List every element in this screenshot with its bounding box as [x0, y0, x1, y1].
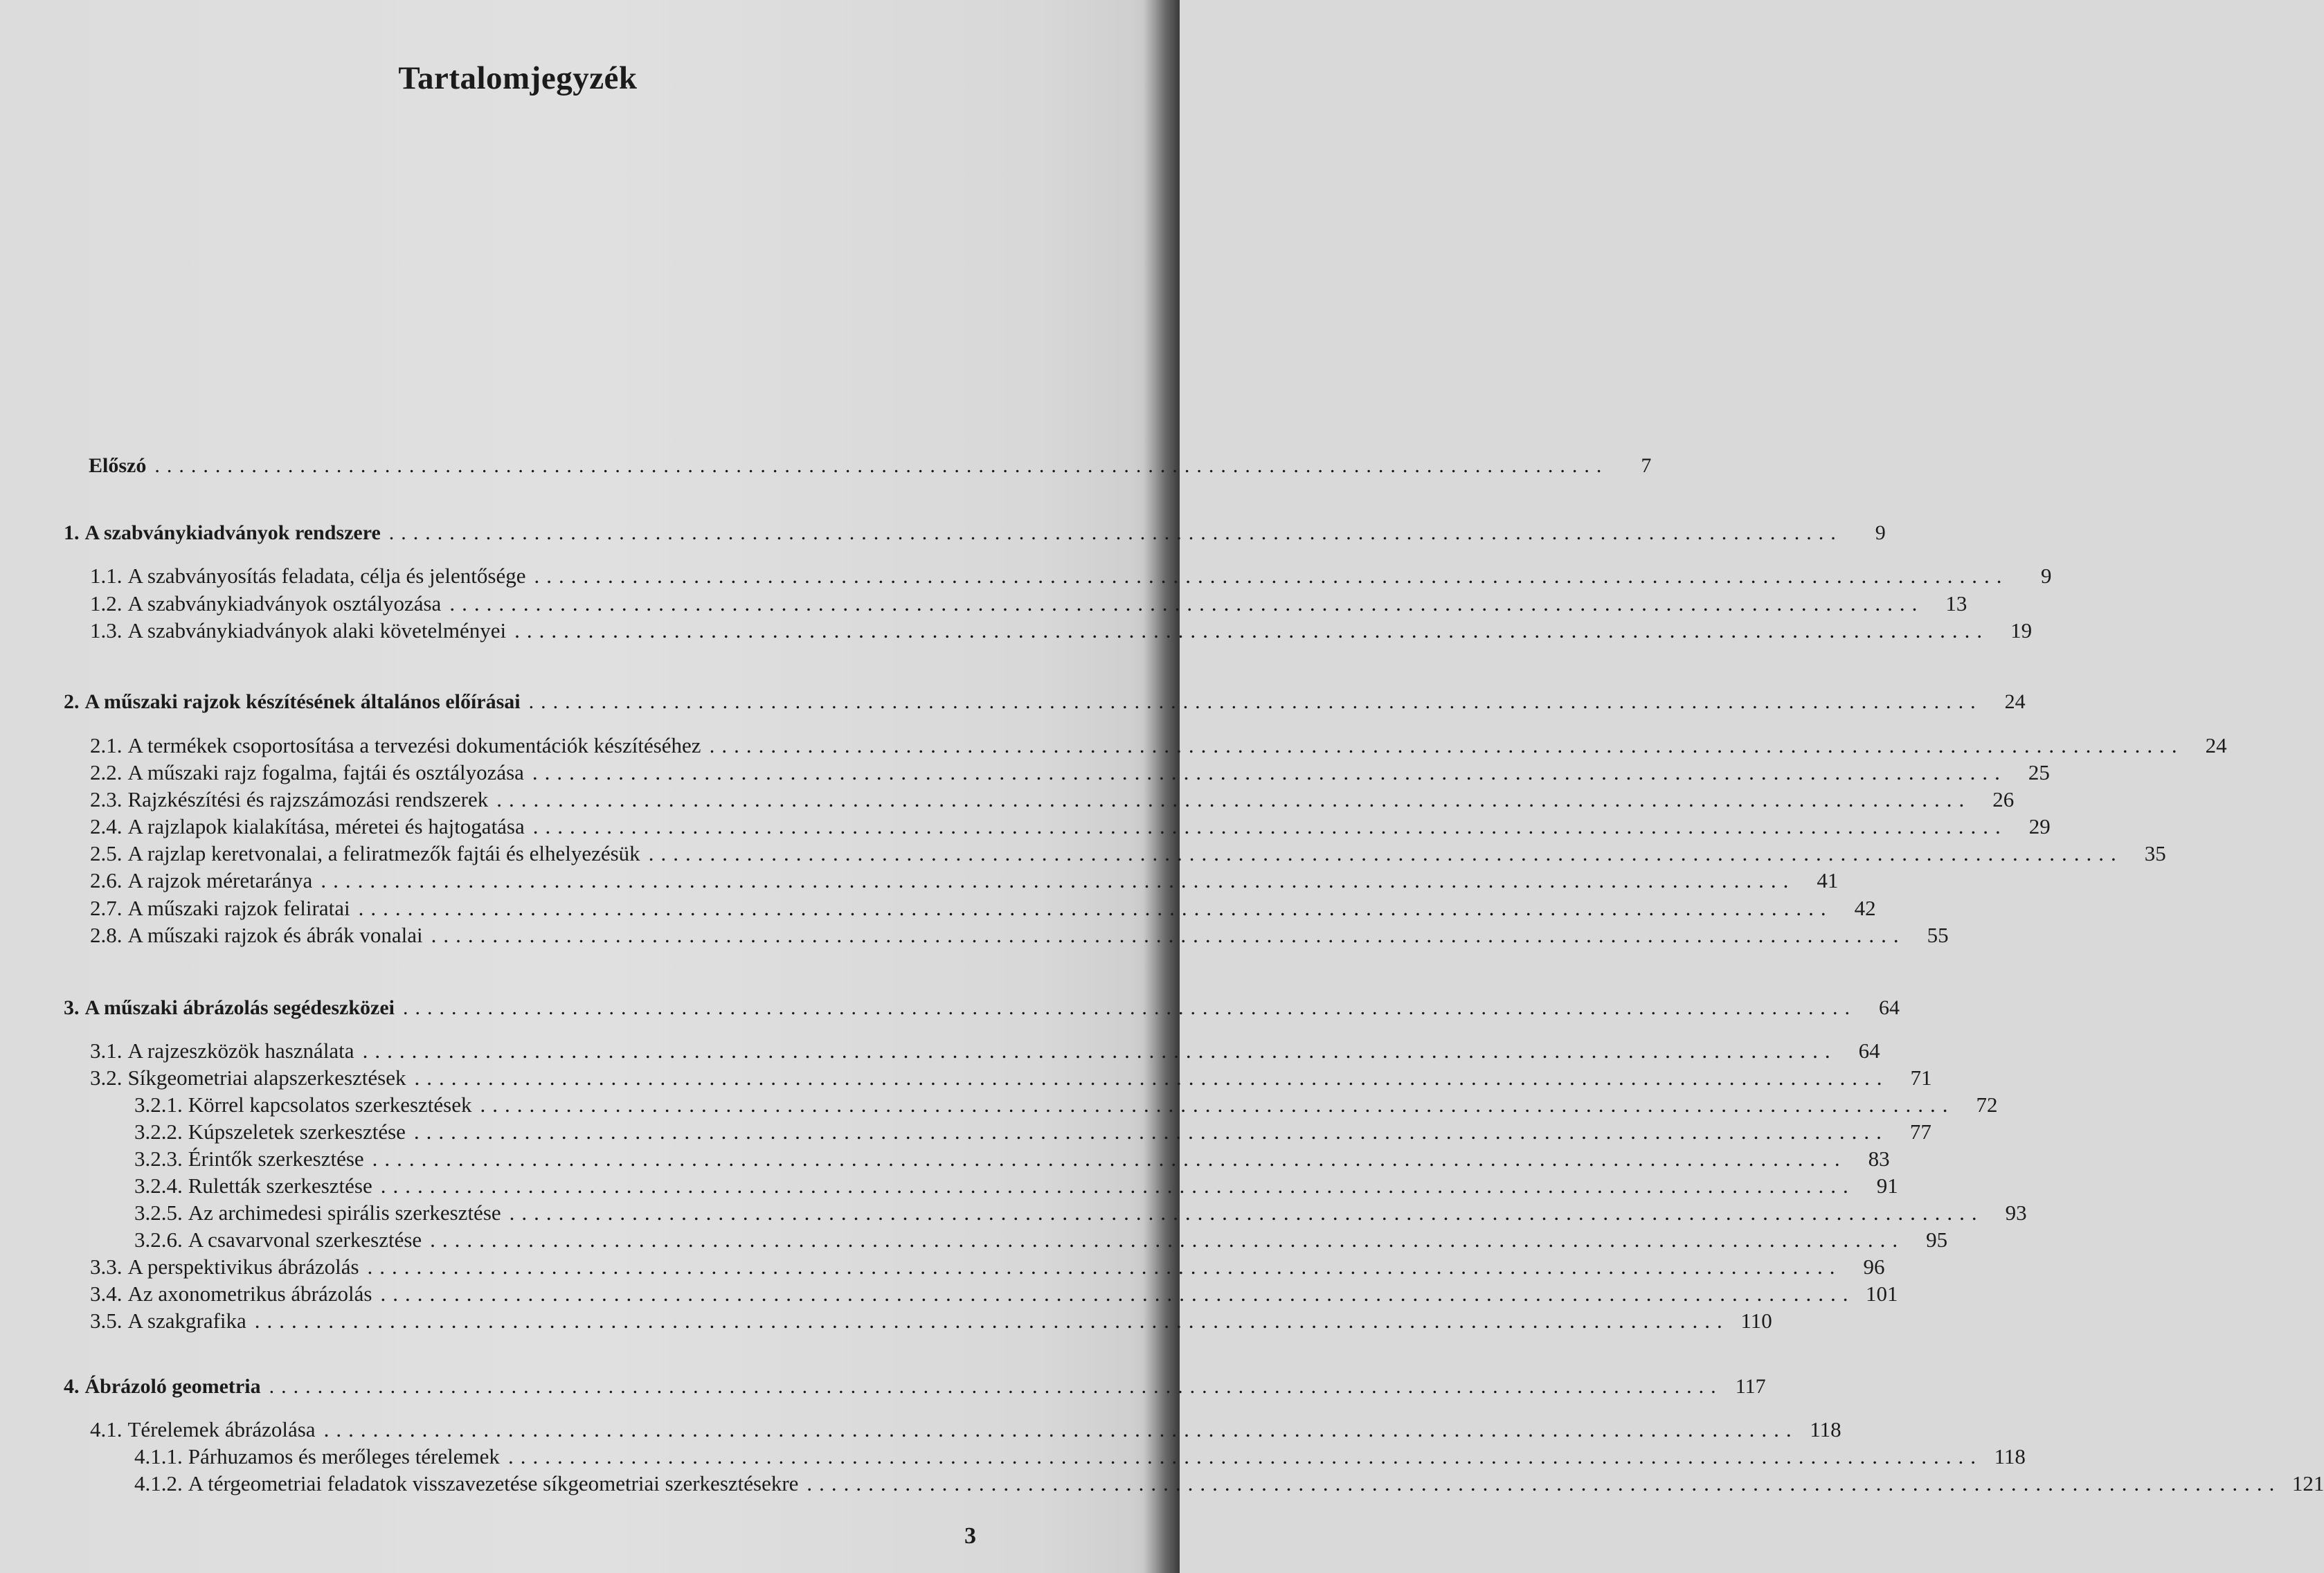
- dot-leader: ........................................................................................................................: [380, 1174, 1855, 1198]
- toc-entry-number: 3.5.: [90, 1309, 123, 1333]
- toc-entry-page: 42: [1854, 896, 1876, 920]
- page-title: Tartalomjegyzék: [398, 60, 638, 96]
- toc-entry: [64, 521, 1886, 546]
- toc-entry: [134, 1444, 2026, 1469]
- dot-leader: ........................................................................................................................: [528, 690, 1983, 713]
- toc-entry-label: A rajzlap keretvonalai, a feliratmezők fajtái és elhelyezésük: [127, 841, 640, 865]
- toc-entry: [64, 1374, 1766, 1399]
- toc-entry-page: 29: [2028, 814, 2051, 838]
- toc-entry: [90, 814, 2051, 839]
- toc-entry-number: 2.6.: [90, 868, 123, 892]
- toc-entry: [90, 733, 2227, 758]
- toc-entry-label: A szabványkiadványok osztályozása: [127, 591, 442, 615]
- toc-entry: [90, 1309, 1772, 1333]
- toc-entry-label: Előszó: [89, 454, 147, 477]
- toc-entry-number: 2.2.: [90, 760, 123, 784]
- dot-leader: ........................................................................................................................: [509, 1201, 1984, 1225]
- page-number: 3: [964, 1523, 976, 1549]
- toc-entry-page: 93: [2005, 1201, 2027, 1225]
- dot-leader: ........................................................................................................................: [532, 814, 2008, 838]
- toc-entry-number: 3.1.: [90, 1039, 123, 1063]
- toc-entry-label: A műszaki rajzok feliratai: [127, 896, 350, 920]
- toc-entry-label: A műszaki ábrázolás segédeszközei: [84, 996, 395, 1019]
- toc-entry: [90, 1282, 1898, 1306]
- toc-entry-label: Párhuzamos és merőleges térelemek: [188, 1444, 500, 1468]
- toc-entry-label: Térelemek ábrázolása: [127, 1417, 316, 1441]
- toc-entry-label: A szabványosítás feladata, célja és jelentősége: [127, 564, 526, 588]
- toc-entry: [90, 896, 1876, 921]
- toc-entry-label: A szakgrafika: [127, 1309, 246, 1333]
- toc-entry: [64, 996, 1900, 1021]
- toc-entry: [134, 1228, 1948, 1252]
- toc-entry: [134, 1147, 1890, 1171]
- dot-leader: ........................................................................................................................: [532, 760, 2007, 784]
- toc-entry-label: Az axonometrikus ábrázolás: [127, 1282, 372, 1306]
- toc-entry: [90, 923, 1949, 948]
- dot-leader: ........................................................................................................................: [449, 591, 1925, 615]
- toc-entry-label: A rajzok méretaránya: [127, 868, 313, 892]
- toc-entry-label: Kúpszeletek szerkesztése: [188, 1120, 406, 1144]
- toc-entry: [90, 1039, 1880, 1063]
- toc-entry-number: 3.2.5.: [134, 1201, 183, 1225]
- dot-leader: ........................................................................................................................: [431, 923, 1906, 947]
- toc-entry: [134, 1120, 1931, 1144]
- dot-leader: ........................................................................................................................: [388, 521, 1843, 544]
- toc-entry-page: 83: [1868, 1147, 1890, 1171]
- toc-entry-number: 2.4.: [90, 814, 123, 838]
- toc-entry-label: A műszaki rajz fogalma, fajtái és osztályozása: [127, 760, 524, 784]
- toc-entry-page: 9: [1875, 521, 1886, 544]
- toc-entry-label: A műszaki rajzok készítésének általános előírásai: [84, 690, 521, 713]
- toc-entry: [90, 841, 2166, 866]
- toc-entry-number: 1.3.: [90, 618, 123, 642]
- toc-entry-page: 64: [1858, 1039, 1880, 1063]
- toc-entry-page: 72: [1976, 1093, 1998, 1117]
- toc-entry-number: 3.3.: [90, 1255, 123, 1279]
- toc-entry-label: Ábrázoló geometria: [84, 1375, 261, 1398]
- toc-entry-label: A termékek csoportosítása a tervezési dokumentációk készítéséhez: [127, 733, 701, 757]
- dot-leader: ........................................................................................................................: [154, 454, 1609, 477]
- toc-entry-page: 118: [1810, 1417, 1841, 1441]
- dot-leader: ........................................................................................................................: [323, 1417, 1799, 1441]
- toc-entry-number: 2.7.: [90, 896, 123, 920]
- toc-entry-label: Az archimedesi spirális szerkesztése: [188, 1201, 501, 1225]
- dot-leader: ........................................................................................................................: [414, 1066, 1889, 1090]
- toc-entry-number: 4.1.2.: [134, 1471, 183, 1495]
- dot-leader: ........................................................................................................................: [254, 1309, 1729, 1333]
- toc-entry: [90, 1066, 1932, 1090]
- toc-entry: [134, 1471, 2324, 1496]
- toc-entry-label: A szabványkiadványok alaki követelményei: [127, 618, 507, 642]
- toc-entry-page: 121: [2291, 1471, 2324, 1495]
- toc-entry-label: A műszaki rajzok és ábrák vonalai: [127, 923, 423, 947]
- toc-entry-page: 95: [1926, 1228, 1948, 1252]
- toc-entry-label: A rajzeszközök használata: [127, 1039, 354, 1063]
- toc-entry-label: Körrel kapcsolatos szerkesztések: [188, 1093, 472, 1117]
- dot-leader: ........................................................................................................................: [380, 1282, 1855, 1306]
- dot-leader: ........................................................................................................................: [480, 1093, 1955, 1117]
- toc-entry-page: 71: [1910, 1066, 1932, 1090]
- toc-entry-label: A szabványkiadványok rendszere: [84, 521, 381, 544]
- dot-leader: ........................................................................................................................: [709, 733, 2184, 757]
- toc-entry-page: 110: [1740, 1309, 1772, 1333]
- toc-entry-number: 2.8.: [90, 923, 123, 947]
- toc-entry-page: 24: [2004, 690, 2026, 713]
- dot-leader: ........................................................................................................................: [413, 1120, 1889, 1144]
- dot-leader: ........................................................................................................................: [648, 841, 2123, 865]
- toc-entry-number: 4.1.: [90, 1417, 123, 1441]
- toc-entry-number: 3.4.: [90, 1282, 123, 1306]
- dot-leader: ........................................................................................................................: [496, 787, 1972, 811]
- toc-entry-number: 3.: [64, 996, 80, 1019]
- toc-entry-page: 117: [1735, 1375, 1766, 1398]
- toc-entry: [89, 453, 1652, 478]
- toc-entry-label: A rajzlapok kialakítása, méretei és hajtogatása: [127, 814, 525, 838]
- toc-entry-page: 13: [1945, 591, 1967, 615]
- toc-entry-number: 2.: [64, 690, 80, 713]
- toc-entry: [90, 868, 1839, 893]
- toc-entry-page: 19: [2010, 618, 2033, 642]
- toc-entry-page: 26: [1992, 787, 2015, 811]
- toc-entry-number: 2.1.: [90, 733, 123, 757]
- dot-leader: ........................................................................................................................: [372, 1147, 1847, 1171]
- toc-entry-number: 3.2.4.: [134, 1174, 183, 1198]
- toc-entry-page: 25: [2028, 760, 2050, 784]
- toc-entry-number: 4.1.1.: [134, 1444, 183, 1468]
- toc-entry-number: 1.2.: [90, 591, 123, 615]
- toc-entry-page: 9: [2040, 564, 2052, 588]
- toc-entry-label: Érintők szerkesztése: [188, 1147, 364, 1171]
- dot-leader: ........................................................................................................................: [430, 1228, 1905, 1252]
- toc-entry-number: 1.1.: [90, 564, 123, 588]
- dot-leader: ........................................................................................................................: [402, 996, 1857, 1019]
- dot-leader: ........................................................................................................................: [358, 896, 1833, 920]
- dot-leader: ........................................................................................................................: [514, 618, 1990, 642]
- toc-entry-page: 96: [1863, 1255, 1885, 1279]
- toc-entry: [90, 591, 1967, 616]
- toc-entry-page: 7: [1641, 454, 1652, 477]
- dot-leader: ........................................................................................................................: [321, 868, 1796, 892]
- toc-entry-label: A térgeometriai feladatok visszavezetése síkgeometriai szerkesztésekre: [188, 1471, 799, 1495]
- toc-entry-number: 3.2.6.: [134, 1228, 183, 1252]
- toc-entry: [90, 760, 2050, 785]
- toc-entry-page: 91: [1876, 1174, 1898, 1198]
- toc-entry-number: 2.5.: [90, 841, 123, 865]
- toc-entry-page: 101: [1865, 1282, 1898, 1306]
- toc-entry: [90, 564, 2052, 588]
- toc-entry: [134, 1174, 1898, 1198]
- toc-entry-page: 55: [1927, 923, 1949, 947]
- toc-entry: [134, 1201, 2027, 1225]
- toc-entry-label: A csavarvonal szerkesztése: [188, 1228, 422, 1252]
- toc-entry: [64, 690, 2026, 714]
- toc-entry-label: Rajzkészítési és rajzszámozási rendszerek: [127, 787, 489, 811]
- dot-leader: ........................................................................................................................: [362, 1039, 1837, 1063]
- page-edge-shadow: [1144, 0, 1180, 1573]
- dot-leader: ........................................................................................................................: [507, 1444, 1983, 1468]
- toc-entry-number: 3.2.3.: [134, 1147, 183, 1171]
- toc-entry: [90, 618, 2033, 643]
- toc-entry: [90, 1255, 1885, 1279]
- toc-entry: [90, 1417, 1841, 1442]
- toc-entry-page: 41: [1817, 868, 1839, 892]
- toc-entry-number: 2.3.: [90, 787, 123, 811]
- dot-leader: ........................................................................................................................: [534, 564, 2009, 588]
- toc-entry-number: 3.2.1.: [134, 1093, 183, 1117]
- toc-entry-label: A perspektivikus ábrázolás: [127, 1255, 359, 1279]
- dot-leader: ........................................................................................................................: [807, 1471, 2282, 1495]
- toc-entry-number: 1.: [64, 521, 80, 544]
- toc-entry-number: 3.2.: [90, 1066, 123, 1090]
- toc-entry-number: 4.: [64, 1375, 80, 1398]
- toc-entry-page: 118: [1994, 1444, 2026, 1468]
- toc-entry-label: Síkgeometriai alapszerkesztések: [127, 1066, 406, 1090]
- toc-entry-page: 64: [1878, 996, 1900, 1019]
- toc-entry-page: 24: [2205, 733, 2227, 757]
- toc-entry-label: Ruletták szerkesztése: [188, 1174, 372, 1198]
- toc-entry-page: 77: [1909, 1120, 1931, 1144]
- toc-entry-page: 35: [2144, 841, 2166, 865]
- toc-entry: [90, 787, 2015, 812]
- dot-leader: ........................................................................................................................: [269, 1375, 1723, 1398]
- dot-leader: ........................................................................................................................: [367, 1255, 1842, 1279]
- toc-entry-number: 3.2.2.: [134, 1120, 183, 1144]
- toc-entry: [134, 1093, 1998, 1117]
